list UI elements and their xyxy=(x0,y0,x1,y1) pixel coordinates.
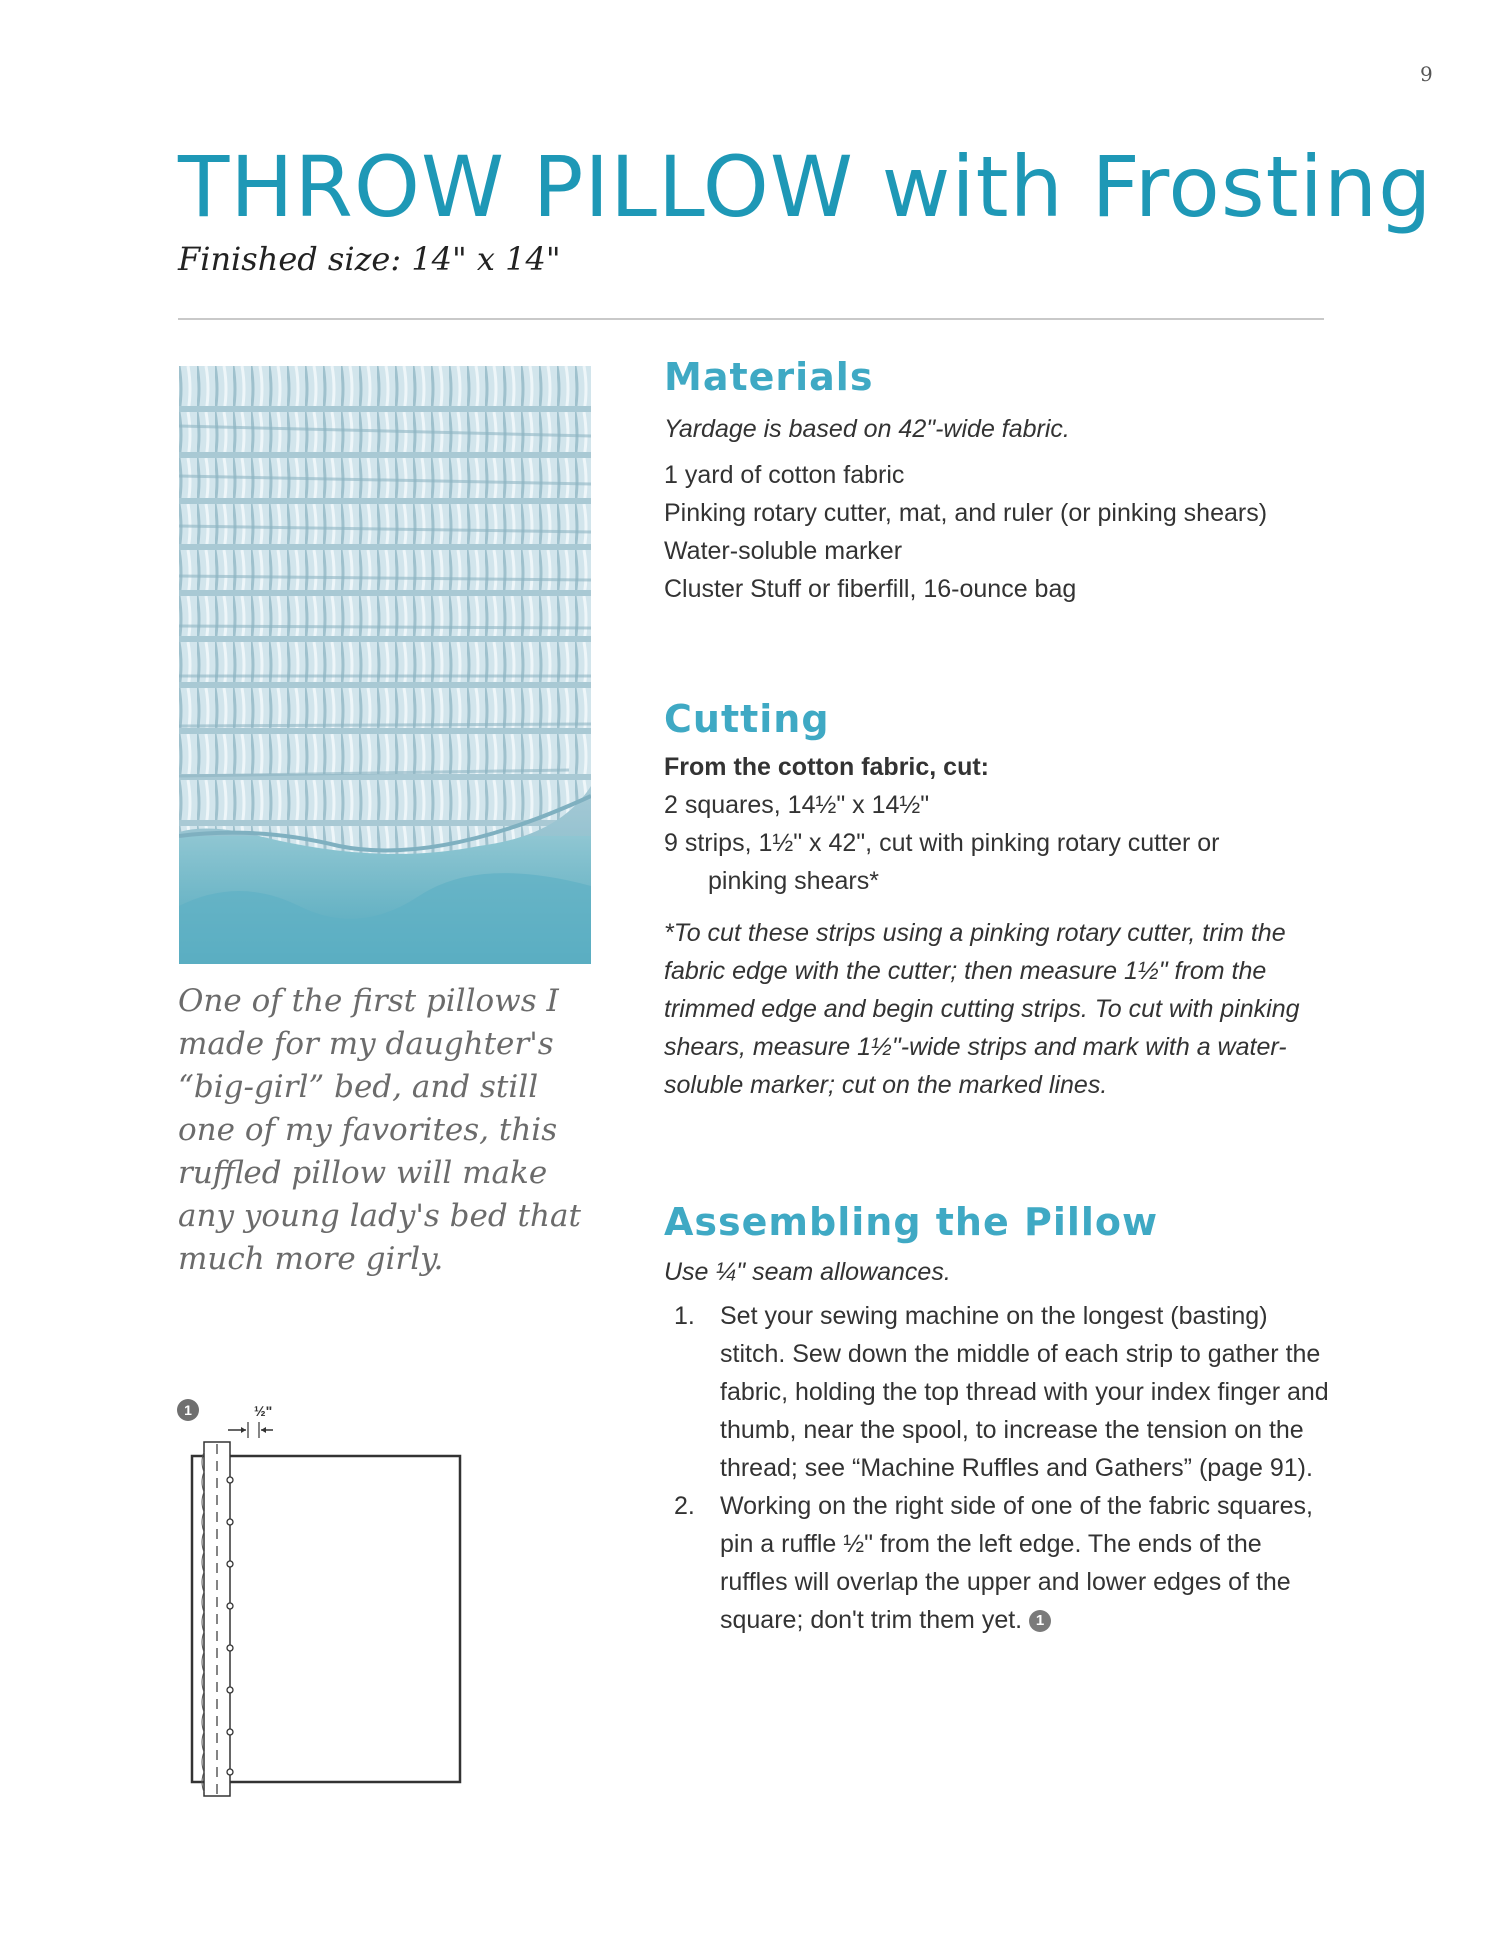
step-text: Set your sewing machine on the longest (basting) stitch. Sew down the middle of each strip to gather the fabric, holding the top thread with your index finger and thumb, near the spool, to increase the tension on the thread; see “Machine Ruffles and Gathers” (page 91). xyxy=(720,1302,1329,1482)
cutting-item: 9 strips, 1½" x 42", cut with pinking rotary cutter or pinking shears* xyxy=(664,829,1220,895)
cutting-subheading: From the cotton fabric, cut: xyxy=(664,753,989,781)
page-title: THROW PILLOW with Frosting xyxy=(178,138,1433,236)
cutting-footnote: *To cut these strips using a pinking rotary cutter, trim the fabric edge with the cutter; then measure 1½" from the trimmed edge and begin cutting strips. To cut with pinking shears, measure 1½"-wide strips and mark with a water-soluble marker; cut on the marked lines. xyxy=(664,919,1300,1099)
step-item xyxy=(674,1297,1334,1487)
cutting-section xyxy=(664,697,1334,1104)
page-number: 9 xyxy=(1420,62,1433,86)
materials-item: Water-soluble marker xyxy=(664,537,903,565)
pillow-photo xyxy=(179,366,591,964)
divider xyxy=(178,318,1324,320)
materials-item: Pinking rotary cutter, mat, and ruler (or pinking shears) xyxy=(664,499,1268,527)
assembling-steps xyxy=(664,1297,1334,1639)
diagram-step-label: 1 xyxy=(184,1402,192,1418)
assembling-heading: Assembling the Pillow xyxy=(664,1200,1159,1244)
step-text: Working on the right side of one of the fabric squares, pin a ruffle ½" from the left edge. The ends of the ruffles will overlap the upper and lower edges of the square; don't trim them yet. xyxy=(720,1492,1313,1634)
step-number: 2. xyxy=(674,1492,695,1520)
assembling-section xyxy=(664,1200,1334,1639)
assembling-note: Use ¼" seam allowances. xyxy=(664,1258,951,1286)
materials-section xyxy=(664,355,1334,608)
step-number: 1. xyxy=(674,1302,695,1330)
diagram-measure-label: ½" xyxy=(254,1403,273,1419)
diagram-reference-badge: 1 xyxy=(1029,1610,1051,1632)
step-item xyxy=(674,1487,1334,1639)
step-1-diagram xyxy=(170,1392,590,1812)
materials-item: Cluster Stuff or fiberfill, 16-ounce bag xyxy=(664,575,1077,603)
materials-heading: Materials xyxy=(664,355,874,399)
materials-note: Yardage is based on 42"-wide fabric. xyxy=(664,415,1070,443)
materials-item: 1 yard of cotton fabric xyxy=(664,461,905,489)
cutting-item: 2 squares, 14½" x 14½" xyxy=(664,791,930,819)
photo-caption: One of the first pillows I made for my daughter's “big-girl” bed, and still one of my favorites, this ruffled pillow will make any young lady's bed that much more girly. xyxy=(178,983,581,1277)
cutting-heading: Cutting xyxy=(664,697,830,741)
finished-size: Finished size: 14" x 14" xyxy=(178,240,561,278)
